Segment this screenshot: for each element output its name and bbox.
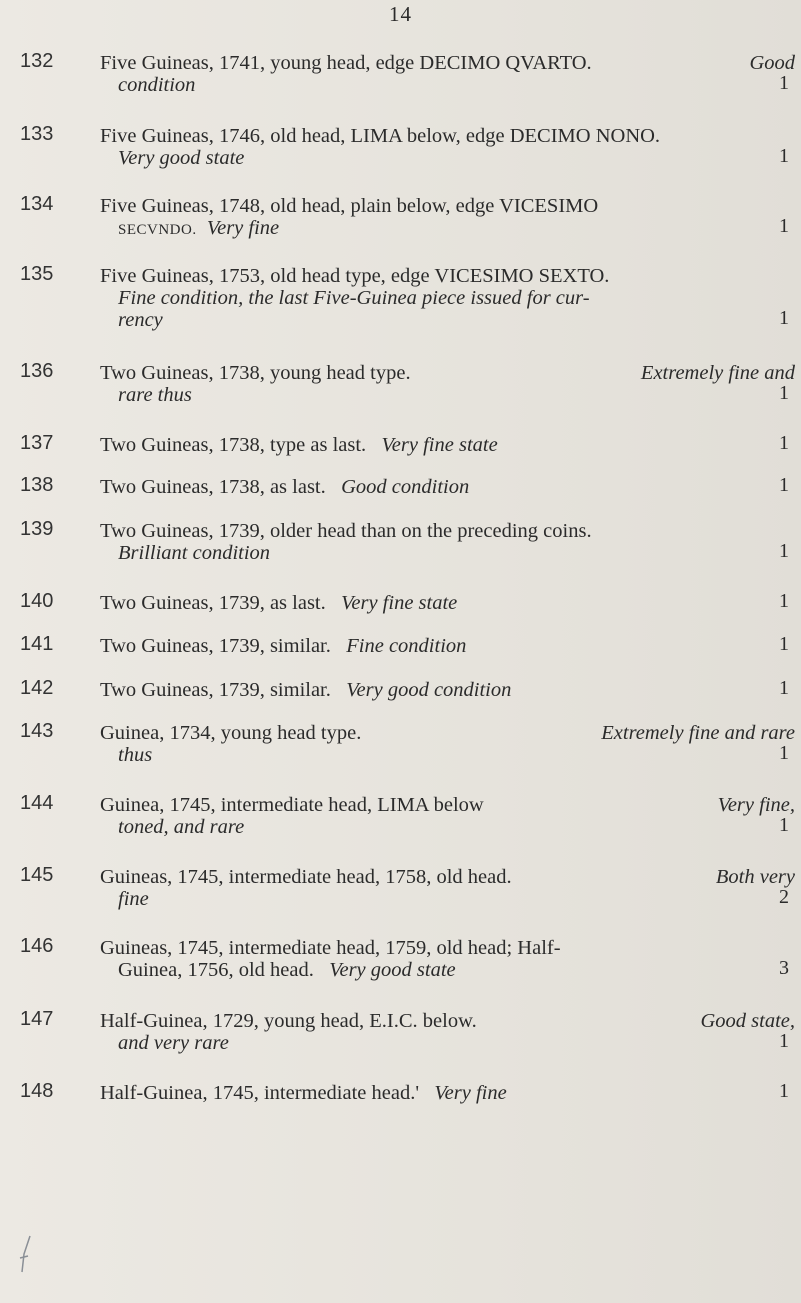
lot-condition: Very good state (118, 147, 245, 169)
lot-description: Five Guineas, 1741, young head, edge DECIMO QVARTO. Good (100, 52, 795, 74)
lot-description: Two Guineas, 1738, young head type. Extremely fine and (100, 362, 795, 384)
lot-number: 135 (20, 263, 54, 285)
lot-description: Two Guineas, 1739, similar. Fine condition (100, 635, 467, 657)
lot-number: 143 (20, 720, 54, 742)
lot-description: Five Guineas, 1748, old head, plain below, edge VICESIMO (100, 195, 599, 217)
lot-condition-cont: rency (118, 309, 163, 331)
lot-condition: and very rare (118, 1032, 229, 1054)
lot-quantity: 1 (779, 590, 789, 612)
lot-number: 142 (20, 677, 54, 699)
lot-description: Two Guineas, 1738, type as last. Very fine state (100, 434, 498, 456)
lot-number: 133 (20, 123, 54, 145)
lot-condition: rare thus (118, 384, 192, 406)
lot-number: 147 (20, 1008, 54, 1030)
lot-quantity: 1 (779, 474, 789, 496)
lot-quantity: 1 (779, 215, 789, 237)
lot-quantity: 1 (779, 382, 789, 404)
lot-number: 134 (20, 193, 54, 215)
lot-description: Two Guineas, 1739, as last. Very fine state (100, 592, 458, 614)
lot-number: 136 (20, 360, 54, 382)
lot-quantity: 1 (779, 540, 789, 562)
lot-condition: condition (118, 74, 196, 96)
lot-description: Five Guineas, 1746, old head, LIMA below, edge DECIMO NONO. (100, 125, 661, 147)
lot-condition: thus (118, 744, 153, 766)
lot-number: 141 (20, 633, 54, 655)
lot-quantity: 1 (779, 742, 789, 764)
lot-number: 144 (20, 792, 54, 814)
page-number: 14 (389, 2, 412, 26)
lot-quantity: 1 (779, 72, 789, 94)
lot-condition: Fine condition, the last Five-Guinea piece issued for cur- (118, 287, 590, 309)
lot-condition: Guinea, 1756, old head. Very good state (118, 959, 456, 981)
lot-quantity: 1 (779, 1080, 789, 1102)
lot-number: 139 (20, 518, 54, 540)
lot-description: Half-Guinea, 1729, young head, E.I.C. below. Good state, (100, 1010, 795, 1032)
lot-description: Half-Guinea, 1745, intermediate head.' Very fine (100, 1082, 507, 1104)
pencil-mark-icon (14, 1234, 36, 1274)
lot-number: 146 (20, 935, 54, 957)
lot-description: Guineas, 1745, intermediate head, 1758, old head. Both very (100, 866, 795, 888)
lot-quantity: 3 (779, 957, 789, 979)
lot-description: Guinea, 1734, young head type. Extremely fine and rare (100, 722, 795, 744)
lot-quantity: 1 (779, 307, 789, 329)
lot-description: Two Guineas, 1738, as last. Good condition (100, 476, 470, 498)
lot-number: 138 (20, 474, 54, 496)
lot-condition: Brilliant condition (118, 542, 271, 564)
lot-description: Guineas, 1745, intermediate head, 1759, old head; Half- (100, 937, 561, 959)
lot-quantity: 1 (779, 1030, 789, 1052)
lot-number: 140 (20, 590, 54, 612)
lot-quantity: 1 (779, 814, 789, 836)
lot-quantity: 1 (779, 677, 789, 699)
lot-description: Two Guineas, 1739, older head than on the preceding coins. (100, 520, 592, 542)
lot-quantity: 1 (779, 432, 789, 454)
lot-quantity: 1 (779, 145, 789, 167)
lot-number: 145 (20, 864, 54, 886)
lot-quantity: 2 (779, 886, 789, 908)
lot-description: Five Guineas, 1753, old head type, edge VICESIMO SEXTO. (100, 265, 610, 287)
lot-quantity: 1 (779, 633, 789, 655)
lot-description: Two Guineas, 1739, similar. Very good condition (100, 679, 512, 701)
lot-number: 148 (20, 1080, 54, 1102)
lot-condition: SECVNDO. Very fine (118, 217, 280, 239)
lot-condition: toned, and rare (118, 816, 245, 838)
lot-number: 137 (20, 432, 54, 454)
lot-condition: fine (118, 888, 149, 910)
lot-description: Guinea, 1745, intermediate head, LIMA below Very fine, (100, 794, 795, 816)
lot-number: 132 (20, 50, 54, 72)
